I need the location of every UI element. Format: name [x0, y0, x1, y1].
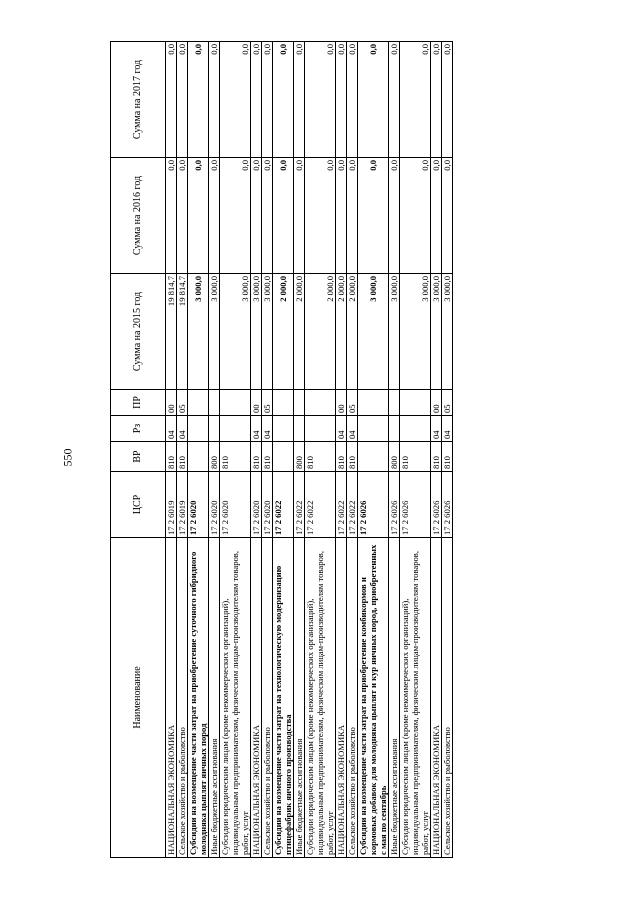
cell-rz — [305, 416, 336, 442]
table-row — [177, 42, 188, 858]
cell-name: Субсидии юридическим лицам (кроме некоммерческих организаций), индивидуальным предпринимателям, физическим лицам-производителям товаров, работ, услуг — [400, 538, 431, 858]
cell-name: НАЦИОНАЛЬНАЯ ЭКОНОМИКА — [431, 538, 442, 858]
table-row — [294, 42, 305, 858]
table-row — [442, 42, 453, 858]
cell-sum-2015: 3 000,0 — [209, 274, 220, 390]
cell-vr: 810 — [400, 442, 431, 472]
cell-sum-2017: 0,0 — [262, 42, 273, 158]
cell-name: НАЦИОНАЛЬНАЯ ЭКОНОМИКА — [251, 538, 262, 858]
cell-pr — [389, 390, 400, 416]
cell-pr — [358, 390, 389, 416]
cell-sum-2015: 3 000,0 — [220, 274, 251, 390]
cell-sum-2017: 0,0 — [188, 42, 209, 158]
cell-csr: 17 2 6022 — [273, 472, 294, 538]
cell-vr — [188, 442, 209, 472]
cell-sum-2015: 2 000,0 — [347, 274, 358, 390]
cell-sum-2017: 0,0 — [220, 42, 251, 158]
cell-name: Иные бюджетные ассигнования — [389, 538, 400, 858]
cell-csr: 17 2 6026 — [442, 472, 453, 538]
cell-rz: 04 — [347, 416, 358, 442]
cell-sum-2016: 0,0 — [389, 158, 400, 274]
cell-csr: 17 2 6020 — [188, 472, 209, 538]
cell-vr: 810 — [431, 442, 442, 472]
cell-name: Сельское хозяйство и рыболовство — [262, 538, 273, 858]
cell-sum-2016: 0,0 — [220, 158, 251, 274]
cell-sum-2017: 0,0 — [273, 42, 294, 158]
cell-vr: 800 — [209, 442, 220, 472]
cell-sum-2015: 19 814,7 — [166, 274, 177, 390]
cell-pr: 05 — [347, 390, 358, 416]
table-row — [251, 42, 262, 858]
cell-sum-2016: 0,0 — [400, 158, 431, 274]
cell-pr: 05 — [177, 390, 188, 416]
cell-sum-2017: 0,0 — [209, 42, 220, 158]
cell-sum-2016: 0,0 — [442, 158, 453, 274]
cell-sum-2015: 2 000,0 — [273, 274, 294, 390]
header-pr: ПР — [111, 390, 166, 416]
cell-sum-2017: 0,0 — [347, 42, 358, 158]
table-wrapper — [110, 42, 530, 858]
rotated-page — [110, 42, 530, 858]
table-row — [188, 42, 209, 858]
cell-rz — [358, 416, 389, 442]
cell-vr — [273, 442, 294, 472]
header-sum-2016: Сумма на 2016 год — [111, 158, 166, 274]
table-row — [166, 42, 177, 858]
cell-rz: 04 — [442, 416, 453, 442]
cell-pr — [188, 390, 209, 416]
cell-csr: 17 2 6019 — [166, 472, 177, 538]
cell-name: НАЦИОНАЛЬНАЯ ЭКОНОМИКА — [166, 538, 177, 858]
cell-sum-2017: 0,0 — [251, 42, 262, 158]
cell-sum-2015: 2 000,0 — [305, 274, 336, 390]
cell-pr: 00 — [251, 390, 262, 416]
cell-csr: 17 2 6022 — [347, 472, 358, 538]
cell-sum-2015: 2 000,0 — [294, 274, 305, 390]
cell-sum-2017: 0,0 — [294, 42, 305, 158]
cell-csr: 17 2 6022 — [294, 472, 305, 538]
cell-sum-2015: 3 000,0 — [389, 274, 400, 390]
cell-csr: 17 2 6026 — [431, 472, 442, 538]
cell-pr: 00 — [336, 390, 347, 416]
cell-vr: 810 — [166, 442, 177, 472]
cell-sum-2015: 2 000,0 — [336, 274, 347, 390]
page-number: 550 — [60, 448, 75, 467]
cell-sum-2016: 0,0 — [188, 158, 209, 274]
table-row — [358, 42, 389, 858]
cell-sum-2016: 0,0 — [177, 158, 188, 274]
cell-vr — [358, 442, 389, 472]
cell-sum-2016: 0,0 — [347, 158, 358, 274]
table-row — [305, 42, 336, 858]
cell-vr: 810 — [251, 442, 262, 472]
cell-name: НАЦИОНАЛЬНАЯ ЭКОНОМИКА — [336, 538, 347, 858]
cell-vr: 810 — [336, 442, 347, 472]
cell-csr: 17 2 6020 — [220, 472, 251, 538]
cell-pr: 00 — [166, 390, 177, 416]
table-row — [431, 42, 442, 858]
cell-csr: 17 2 6020 — [251, 472, 262, 538]
cell-rz: 04 — [166, 416, 177, 442]
cell-vr: 800 — [389, 442, 400, 472]
cell-sum-2017: 0,0 — [336, 42, 347, 158]
cell-name: Субсидии юридическим лицам (кроме некоммерческих организаций), индивидуальным предпринимателям, физическим лицам-производителям товаров, работ, услуг — [305, 538, 336, 858]
cell-vr: 800 — [294, 442, 305, 472]
cell-sum-2017: 0,0 — [358, 42, 389, 158]
cell-csr: 17 2 6026 — [389, 472, 400, 538]
header-name: Наименование — [111, 538, 166, 858]
cell-csr: 17 2 6020 — [262, 472, 273, 538]
header-row — [111, 42, 166, 858]
table-body — [166, 42, 453, 858]
cell-sum-2017: 0,0 — [389, 42, 400, 158]
cell-vr: 810 — [220, 442, 251, 472]
table-row — [220, 42, 251, 858]
cell-name: Иные бюджетные ассигнования — [209, 538, 220, 858]
cell-name: Сельское хозяйство и рыболовство — [347, 538, 358, 858]
cell-sum-2017: 0,0 — [431, 42, 442, 158]
cell-sum-2015: 19 814,7 — [177, 274, 188, 390]
cell-sum-2015: 3 000,0 — [442, 274, 453, 390]
cell-sum-2016: 0,0 — [336, 158, 347, 274]
table-row — [209, 42, 220, 858]
cell-vr: 810 — [262, 442, 273, 472]
cell-vr: 810 — [442, 442, 453, 472]
cell-sum-2015: 3 000,0 — [431, 274, 442, 390]
cell-pr — [294, 390, 305, 416]
table-row — [273, 42, 294, 858]
cell-rz — [209, 416, 220, 442]
cell-pr — [273, 390, 294, 416]
cell-sum-2015: 3 000,0 — [400, 274, 431, 390]
cell-name: Субсидии на возмещение части затрат на приобретение комбикормов и кормовых добавок для молодняка цыплят и кур яичных пород, приобретенных с мая по сентябрь — [358, 538, 389, 858]
cell-pr — [305, 390, 336, 416]
cell-sum-2015: 3 000,0 — [188, 274, 209, 390]
cell-sum-2016: 0,0 — [209, 158, 220, 274]
table-row — [336, 42, 347, 858]
header-sum-2017: Сумма на 2017 год — [111, 42, 166, 158]
cell-sum-2016: 0,0 — [431, 158, 442, 274]
cell-pr: 05 — [442, 390, 453, 416]
cell-name: Сельское хозяйство и рыболовство — [177, 538, 188, 858]
cell-csr: 17 2 6022 — [305, 472, 336, 538]
cell-sum-2016: 0,0 — [262, 158, 273, 274]
cell-sum-2017: 0,0 — [305, 42, 336, 158]
cell-sum-2016: 0,0 — [166, 158, 177, 274]
cell-rz — [188, 416, 209, 442]
cell-sum-2015: 3 000,0 — [358, 274, 389, 390]
budget-table — [110, 41, 453, 858]
header-csr: ЦСР — [111, 472, 166, 538]
cell-rz: 04 — [431, 416, 442, 442]
cell-sum-2016: 0,0 — [273, 158, 294, 274]
cell-rz: 04 — [251, 416, 262, 442]
cell-name: Сельское хозяйство и рыболовство — [442, 538, 453, 858]
cell-sum-2016: 0,0 — [251, 158, 262, 274]
cell-pr: 05 — [262, 390, 273, 416]
header-rz: Рз — [111, 416, 166, 442]
cell-sum-2015: 3 000,0 — [251, 274, 262, 390]
cell-sum-2016: 0,0 — [358, 158, 389, 274]
cell-sum-2017: 0,0 — [177, 42, 188, 158]
cell-pr — [400, 390, 431, 416]
cell-vr: 810 — [177, 442, 188, 472]
cell-sum-2016: 0,0 — [305, 158, 336, 274]
header-vr: ВР — [111, 442, 166, 472]
cell-csr: 17 2 6022 — [336, 472, 347, 538]
table-row — [262, 42, 273, 858]
cell-csr: 17 2 6020 — [209, 472, 220, 538]
cell-sum-2017: 0,0 — [442, 42, 453, 158]
table-row — [400, 42, 431, 858]
cell-rz — [389, 416, 400, 442]
cell-vr: 810 — [347, 442, 358, 472]
cell-rz: 04 — [336, 416, 347, 442]
cell-csr: 17 2 6019 — [177, 472, 188, 538]
cell-sum-2017: 0,0 — [166, 42, 177, 158]
cell-pr — [209, 390, 220, 416]
header-sum-2015: Сумма на 2015 год — [111, 274, 166, 390]
cell-rz — [273, 416, 294, 442]
cell-pr — [220, 390, 251, 416]
cell-rz — [294, 416, 305, 442]
cell-sum-2017: 0,0 — [400, 42, 431, 158]
cell-sum-2016: 0,0 — [294, 158, 305, 274]
cell-sum-2015: 3 000,0 — [262, 274, 273, 390]
cell-name: Субсидии на возмещение части затрат на приобретение суточного гибридного молодняка цыплят яичных пород — [188, 538, 209, 858]
cell-rz — [220, 416, 251, 442]
table-row — [347, 42, 358, 858]
cell-name: Субсидии юридическим лицам (кроме некоммерческих организаций), индивидуальным предпринимателям, физическим лицам-производителям товаров, работ, услуг — [220, 538, 251, 858]
cell-pr: 00 — [431, 390, 442, 416]
cell-vr: 810 — [305, 442, 336, 472]
table-row — [389, 42, 400, 858]
cell-name: Субсидии на возмещение части затрат на технологическую модернизацию птицефабрик яичного производства — [273, 538, 294, 858]
cell-csr: 17 2 6026 — [358, 472, 389, 538]
cell-name: Иные бюджетные ассигнования — [294, 538, 305, 858]
cell-rz: 04 — [262, 416, 273, 442]
cell-rz — [400, 416, 431, 442]
cell-csr: 17 2 6026 — [400, 472, 431, 538]
cell-rz: 04 — [177, 416, 188, 442]
